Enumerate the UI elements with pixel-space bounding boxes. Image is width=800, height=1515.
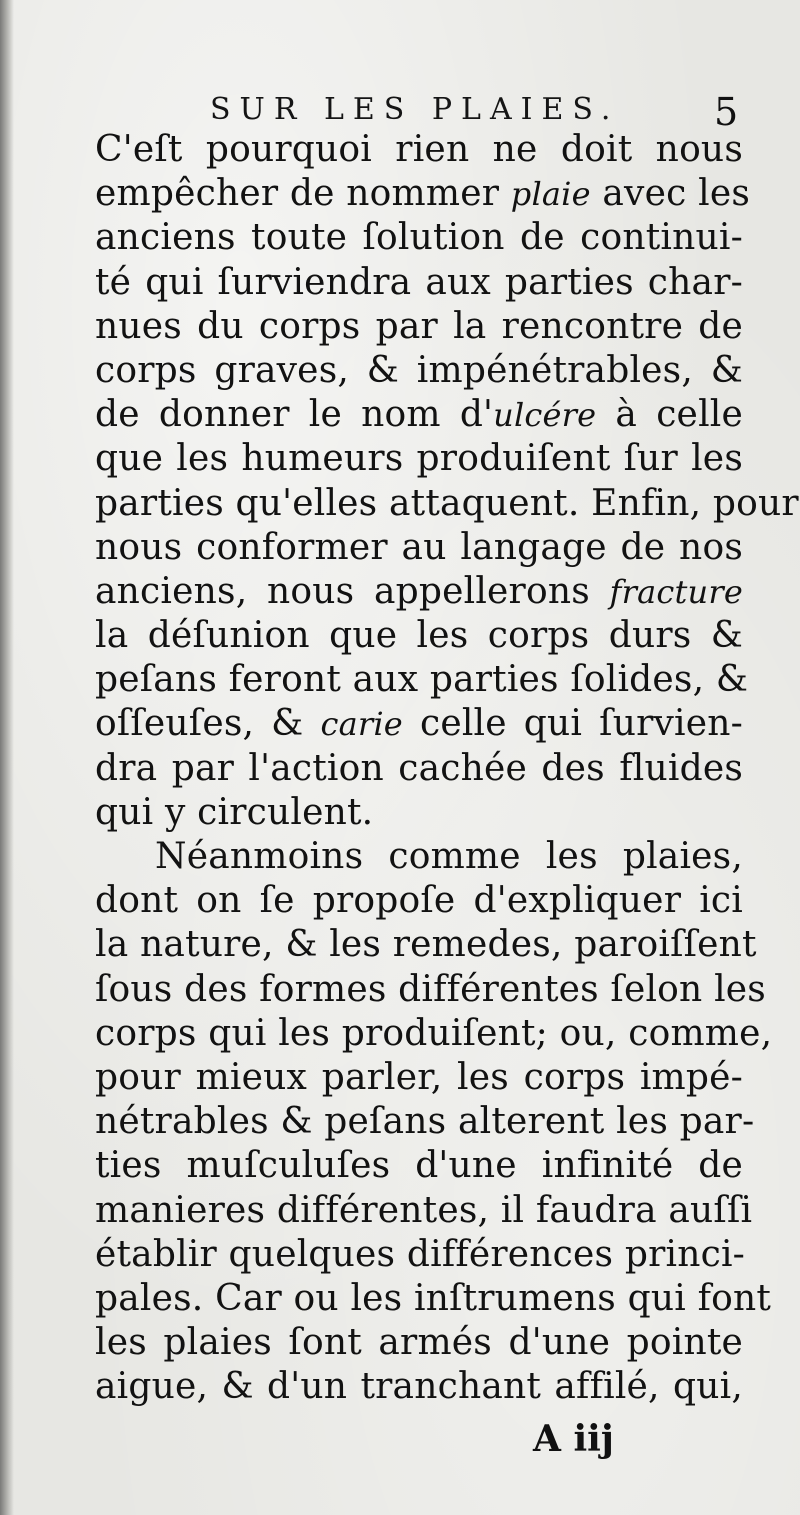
text-line: anciens, nous appellerons fracture xyxy=(95,570,743,612)
text-line: les plaies ſont armés d'une pointe xyxy=(95,1322,743,1364)
text-line: anciens toute ſolution de continui- xyxy=(95,217,743,259)
text-line: la nature, & les remedes, paroiſſent xyxy=(95,924,757,966)
text-line: Néanmoins comme les plaies, xyxy=(155,836,743,877)
page-gutter-shadow xyxy=(0,0,14,1515)
text-line: té qui ſurviendra aux parties char- xyxy=(95,261,743,303)
text-line: corps graves, & impénétrables, & xyxy=(95,349,743,391)
text-line: manieres différentes, il faudra auſſi xyxy=(95,1189,753,1231)
signature-mark: A iij xyxy=(533,1418,614,1460)
text-line: établir quelques différences princi- xyxy=(95,1233,746,1275)
text-line: nues du corps par la rencontre de xyxy=(95,305,743,347)
text-line: parties qu'elles attaquent. Enfin, pour xyxy=(95,482,799,524)
text-line: oſſeuſes, & carie celle qui ſurvien- xyxy=(95,703,743,745)
text-line: C'eſt pourquoi rien ne doit nous xyxy=(95,129,743,170)
text-line: pales. Car ou les inſtrumens qui font xyxy=(95,1277,772,1319)
page-number: 5 xyxy=(714,90,739,134)
text-line: ties muſculuſes d'une infinité de xyxy=(95,1145,743,1187)
text-line: peſans feront aux parties ſolides, & xyxy=(95,659,749,701)
text-line: dra par l'action cachée des fluides xyxy=(95,747,743,789)
text-line: qui y circulent. xyxy=(95,791,374,833)
text-line: nétrables & peſans alterent les par- xyxy=(95,1101,755,1143)
text-line: de donner le nom d'ulcére à celle xyxy=(95,394,743,436)
text-line: pour mieux parler, les corps impé- xyxy=(95,1056,743,1098)
text-line: empêcher de nommer plaie avec les xyxy=(95,173,750,215)
text-line: que les humeurs produiſent ſur les xyxy=(95,438,743,480)
text-line: dont on ſe propoſe d'expliquer ici xyxy=(95,880,743,922)
running-head-title: SUR LES PLAIES. xyxy=(210,92,620,127)
text-line: corps qui les produiſent; ou, comme, xyxy=(95,1012,773,1054)
body-text xyxy=(95,128,799,1409)
text-line: aigue, & d'un tranchant affilé, qui, xyxy=(95,1366,743,1408)
text-line: la déſunion que les corps durs & xyxy=(95,615,743,657)
text-line: ſous des formes différentes ſelon les xyxy=(95,968,766,1010)
text-line: nous conformer au langage de nos xyxy=(95,526,743,568)
